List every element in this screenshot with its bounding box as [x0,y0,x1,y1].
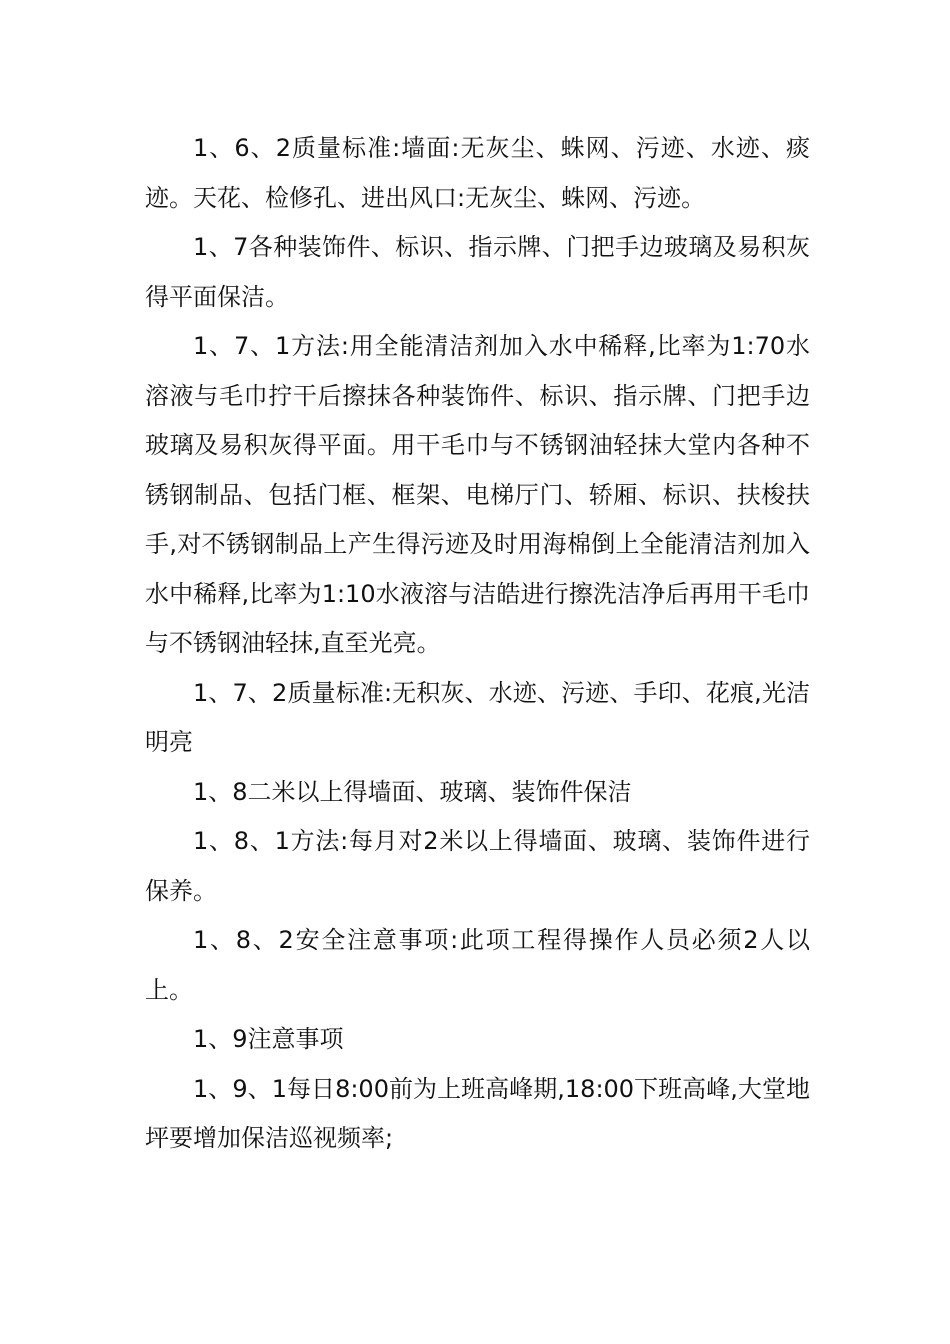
paragraph-1-8: 1、8二米以上得墙面、玻璃、装饰件保洁 [193,777,632,806]
paragraph-1-9-1: 1、9、1每日8:00前为上班高峰期,18:00下班高峰,大堂地坪要增加保洁巡视频率; [145,1074,810,1152]
paragraph-1-6-2: 1、6、2质量标准:墙面:无灰尘、蛛网、污迹、水迹、痰迹。天花、检修孔、进出风口:无灰尘、蛛网、污迹。 [145,134,810,212]
document-body [145,124,810,1164]
paragraph-1-8-2: 1、8、2安全注意事项:此项工程得操作人员必须2人以上。 [145,926,810,1004]
paragraph-1-8-1: 1、8、1方法:每月对2米以上得墙面、玻璃、装饰件进行保养。 [145,827,810,905]
paragraph-1-7: 1、7各种装饰件、标识、指示牌、门把手边玻璃及易积灰得平面保洁。 [145,233,810,311]
paragraph-1-9: 1、9注意事项 [193,1025,344,1053]
paragraph-1-7-1: 1、7、1方法:用全能清洁剂加入水中稀释,比率为1:70水溶液与毛巾拧干后擦抹各种装饰件、标识、指示牌、门把手边玻璃及易积灰得平面。用干毛巾与不锈钢油轻抹大堂内各种不锈钢制品、包括门框、框架、电梯厅门、轿厢、标识、扶梭扶手,对不锈钢制品上产生得污迹及时用海棉倒上全能清洁剂加入水中稀释,比率为1:10水液溶与洁皓进行擦洗洁净后再用干毛巾与不锈钢油轻抹,直至光亮。 [145,332,810,657]
paragraph-1-7-2: 1、7、2质量标准:无积灰、水迹、污迹、手印、花痕,光洁明亮 [145,678,810,756]
